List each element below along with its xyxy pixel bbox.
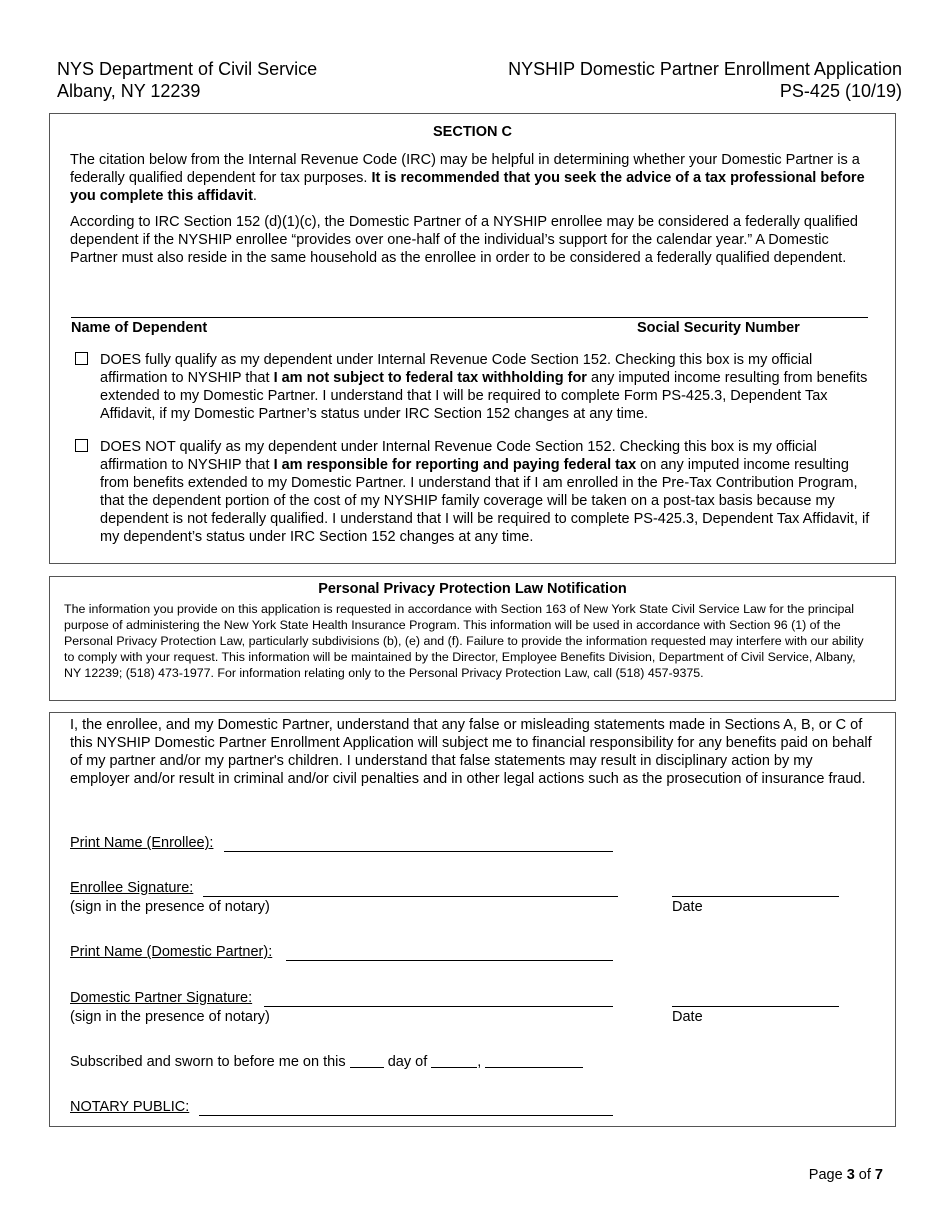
header-right: [508, 58, 902, 102]
print-name-enrollee-label: [70, 835, 213, 851]
department-name: NYS Department of Civil Service: [57, 59, 318, 79]
print-name-partner-label: [70, 944, 272, 960]
sworn-text-b: day of: [387, 1054, 428, 1070]
section-c-irc-paragraph: According to IRC Section 152 (d)(1)(c), the Domestic Partner of a NYSHIP enrollee may be considered a federally qualified dependent if the NYSHIP enrollee “provides over one-half of the individual’s support for the calendar year.” A Domestic Partner must also reside in the same household as the enrollee in order to be considered a federally qualified dependent.: [70, 214, 858, 266]
partner-date-line[interactable]: [672, 1006, 839, 1007]
partner-sig-text: Domestic Partner Signature:: [70, 990, 253, 1006]
partner-signature-label: [70, 990, 252, 1006]
name-of-dependent-label: Name of Dependent: [71, 320, 208, 336]
intro-bold-text: It is recommended that you seek the advice of a tax professional before you complete this affidavit: [70, 170, 865, 204]
section-c-box: [49, 113, 896, 564]
sworn-month-blank[interactable]: [431, 1067, 477, 1068]
page-number: [809, 1167, 883, 1183]
sworn-comma: ,: [477, 1054, 482, 1070]
enrollee-date-line[interactable]: [672, 896, 839, 897]
print-name-enrollee-line[interactable]: [224, 851, 613, 852]
notary-public-line[interactable]: [199, 1115, 613, 1116]
page-word: Page: [808, 1167, 843, 1183]
opt1-text-b: any imputed income resulting from benefits extended to my Domestic Partner. I understand that I will be required to complete Form PS-425.3, Dependent Tax Affidavit, if my Domestic Partner’s status under IRC Section 152 changes at any time.: [100, 370, 868, 422]
enrollee-sig-text: Enrollee Signature:: [70, 880, 194, 896]
opt2-bold: I am responsible for reporting and paying federal tax: [273, 457, 637, 473]
notary-text: NOTARY PUBLIC:: [70, 1099, 190, 1115]
sworn-text-a: Subscribed and sworn to before me on this: [70, 1054, 346, 1070]
opt2-text-a: DOES NOT qualify as my dependent under Internal Revenue Code Section 152. Checking this box is my official affirmation to NYSHIP that: [100, 439, 817, 473]
not-qualify-checkbox[interactable]: [75, 439, 88, 452]
qualifies-checkbox[interactable]: [75, 352, 88, 365]
form-number: PS-425 (10/19): [779, 81, 902, 101]
ssn-label: Social Security Number: [637, 320, 800, 336]
notary-note-1: (sign in the presence of notary): [70, 899, 270, 915]
form-title: NYSHIP Domestic Partner Enrollment Application: [508, 59, 902, 79]
partner-date-label: Date: [672, 1009, 703, 1025]
dependent-line[interactable]: [71, 317, 868, 318]
of-word: of: [858, 1167, 871, 1183]
section-c-intro: [70, 151, 870, 205]
not-qualify-text: [100, 438, 875, 546]
opt2-text-b: on any imputed income resulting from benefits extended to my Domestic Partner. I understand that if I am enrolled in the Pre-Tax Contribution Program, that the dependent portion of the cost of my NYSHIP family coverage will be taken on a post-tax basis because my dependent is not federally qualified. I understand that I will be required to complete PS-425.3, Dependent Tax Affidavit, if my dependent’s status under IRC Section 152 changes at any time.: [100, 457, 870, 545]
print-enrollee-text: Print Name (Enrollee):: [70, 835, 214, 851]
notary-note-2: (sign in the presence of notary): [70, 1009, 270, 1025]
sworn-statement: [70, 1054, 583, 1070]
enrollee-signature-label: [70, 880, 193, 896]
enrollee-signature-line[interactable]: [203, 896, 618, 897]
attestation-box: [49, 712, 896, 1127]
attestation-statement: I, the enrollee, and my Domestic Partner, understand that any false or misleading statements made in Sections A, B, or C of this NYSHIP Domestic Partner Enrollment Application will subject me to financial responsibility for any benefits paid on behalf of my partner and/or my partner's children. I understand that false statements may result in disciplinary action by my employer and/or result in criminal and/or civil penalties and in other legal actions such as the prosecution of insurance fraud.: [70, 717, 872, 787]
qualifies-text: [100, 351, 875, 423]
page-total: 7: [874, 1167, 883, 1183]
print-partner-text: Print Name (Domestic Partner):: [70, 944, 273, 960]
department-address: Albany, NY 12239: [57, 81, 201, 101]
enrollee-date-label: Date: [672, 899, 703, 915]
section-c-title: SECTION C: [433, 124, 512, 140]
notary-public-label: [70, 1099, 189, 1115]
privacy-notice-box: [49, 576, 896, 701]
intro-end: .: [252, 188, 257, 204]
opt1-bold: I am not subject to federal tax withholding for: [273, 370, 587, 386]
print-name-partner-line[interactable]: [286, 960, 613, 961]
privacy-title: Personal Privacy Protection Law Notification: [318, 581, 627, 597]
header-left: [57, 58, 317, 102]
sworn-year-blank[interactable]: [485, 1067, 583, 1068]
privacy-text: The information you provide on this application is requested in accordance with Section 163 of New York State Civil Service Law for the principal purpose of administering the New York State Health Insurance Program. This information will be used in accordance with Section 96 (1) of the Personal Privacy Protection Law, particularly subdivisions (b), (e) and (f). Failure to provide the information requested may interfere with our ability to comply with your request. This information will be maintained by the Director, Employee Benefits Division, Department of Civil Service, Albany, NY 12239; (518) 473-1977. For information relating only to the Personal Privacy Protection Law, call (518) 457-9375.: [64, 602, 864, 680]
partner-signature-line[interactable]: [264, 1006, 613, 1007]
opt1-text-a: DOES fully qualify as my dependent under Internal Revenue Code Section 152. Checking this box is my official affirmation to NYSHIP that: [100, 352, 813, 386]
page-current: 3: [846, 1167, 855, 1183]
sworn-day-blank[interactable]: [350, 1067, 384, 1068]
intro-text: The citation below from the Internal Revenue Code (IRC) may be helpful in determining whether your Domestic Partner is a federally qualified dependent for tax purposes.: [70, 152, 860, 186]
